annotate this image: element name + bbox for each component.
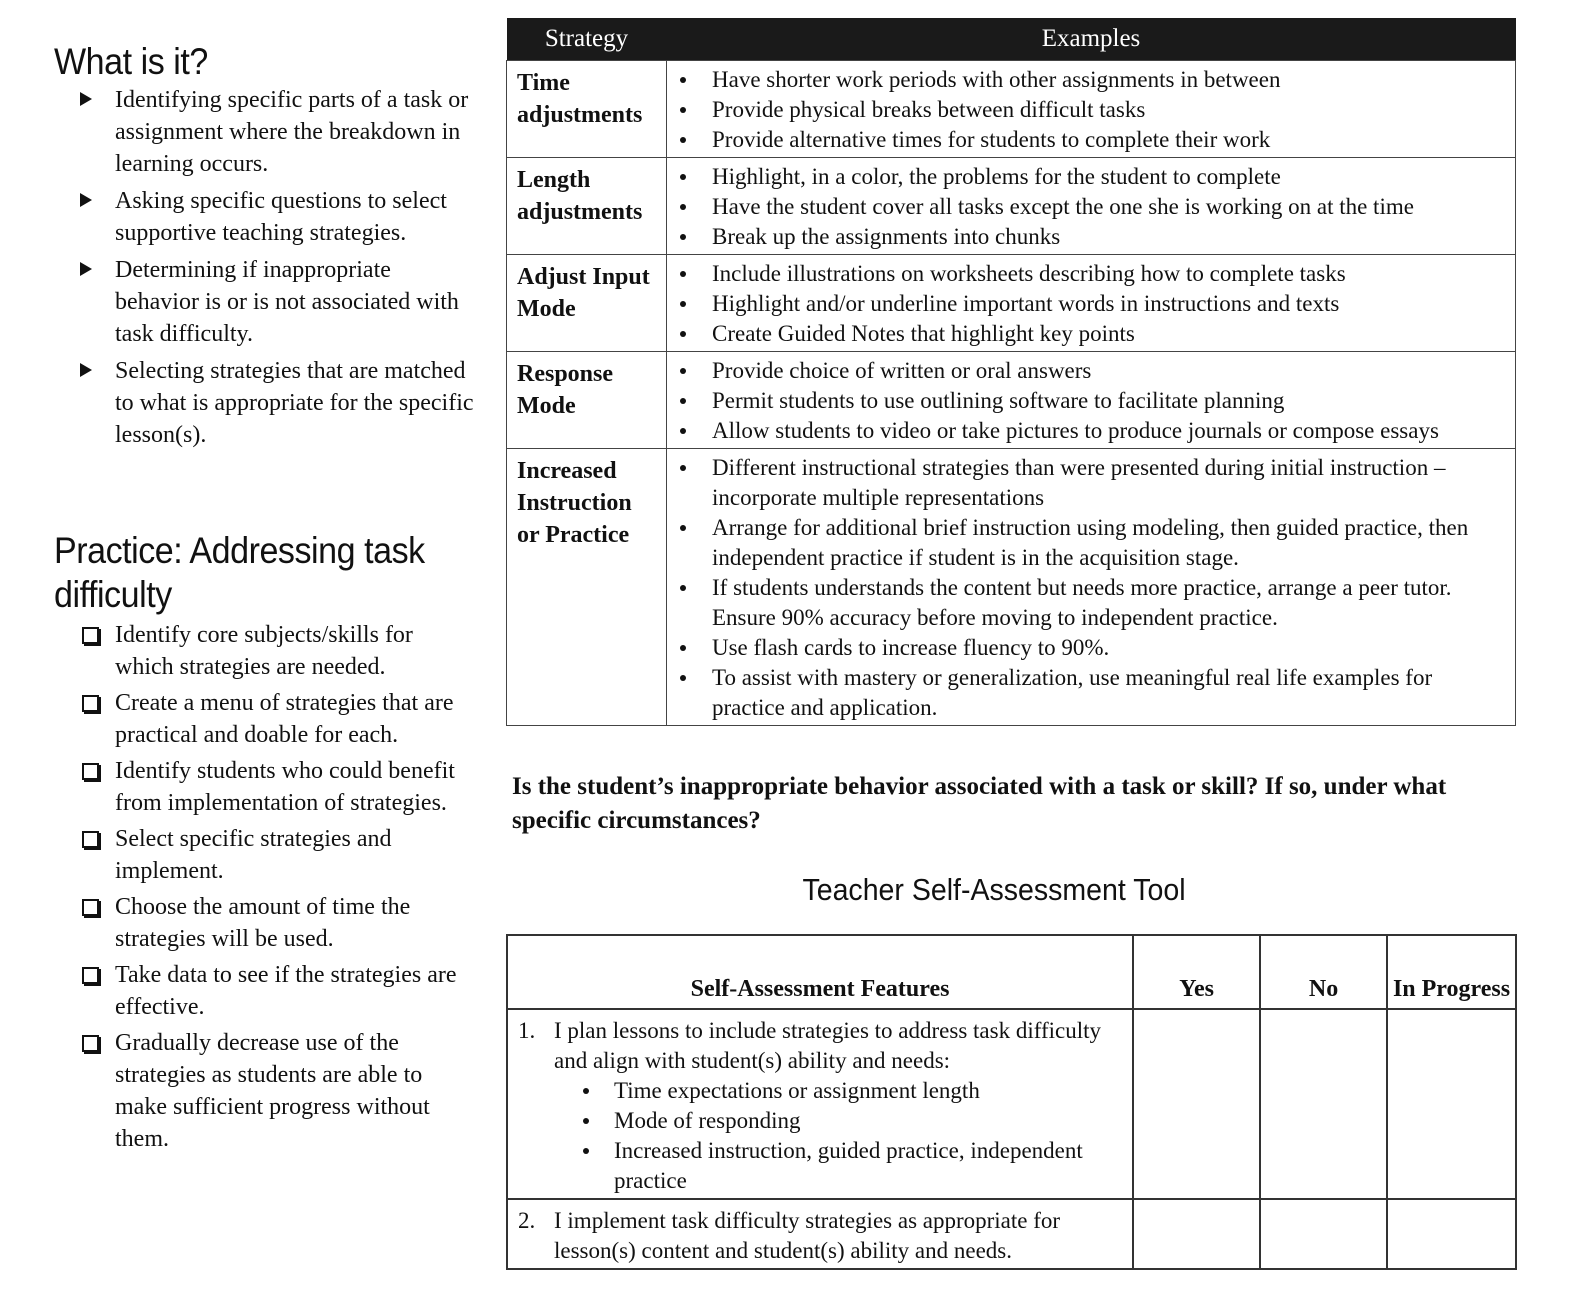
self-assessment-table (506, 934, 1517, 1270)
checkbox-icon[interactable] (82, 899, 99, 916)
table-row (507, 449, 1516, 726)
example-item: Use flash cards to increase fluency to 90%. (712, 633, 1505, 663)
examples-cell (667, 61, 1516, 158)
examples-column-header: Examples (667, 18, 1516, 61)
example-item: Include illustrations on worksheets describing how to complete tasks (712, 259, 1505, 289)
what-is-it-heading: What is it? (54, 41, 208, 82)
no-cell[interactable] (1260, 1199, 1387, 1269)
checkbox-icon[interactable] (82, 831, 99, 848)
yes-cell[interactable] (1133, 1199, 1260, 1269)
checklist-item-text: Identify students who could benefit from implementation of strategies. (115, 758, 455, 816)
feature-item (518, 1206, 1122, 1266)
checklist-item (54, 823, 474, 887)
arrow-bullet-icon (80, 363, 92, 377)
feature-text: I plan lessons to include strategies to address task difficulty and align with student(s) ability and needs: (554, 1018, 1101, 1073)
reflection-question: Is the student’s inappropriate behavior associated with a task or skill? If so, under what specific circumstances? (512, 773, 1447, 834)
assessment-title: Teacher Self-Assessment Tool (802, 872, 1186, 907)
arrow-bullet-icon (80, 193, 92, 207)
example-item: Allow students to video or take pictures to produce journals or compose essays (712, 416, 1505, 446)
strategy-column-header: Strategy (507, 18, 667, 61)
checklist-item (54, 755, 474, 819)
list-item-text: Asking specific questions to select supportive teaching strategies. (115, 188, 447, 246)
list-item-text: Identifying specific parts of a task or assignment where the breakdown in learning occurs. (115, 87, 469, 177)
item-number: 2. (518, 1208, 536, 1233)
feature-bullet: Time expectations or assignment length (614, 1076, 1122, 1106)
arrow-bullet-icon (80, 262, 92, 276)
checkbox-icon[interactable] (82, 695, 99, 712)
feature-text: I implement task difficulty strategies as appropriate for lesson(s) content and student(s) ability and needs. (554, 1208, 1061, 1263)
example-item: Have the student cover all tasks except the one she is working on at the time (712, 192, 1505, 222)
checklist-item-text: Identify core subjects/skills for which strategies are needed. (115, 622, 413, 680)
in-progress-cell[interactable] (1387, 1199, 1516, 1269)
checklist-item-text: Create a menu of strategies that are practical and doable for each. (115, 690, 454, 748)
examples-cell (667, 158, 1516, 255)
example-item: Provide alternative times for students to complete their work (712, 125, 1505, 155)
list-item (54, 185, 474, 249)
example-item: Provide choice of written or oral answers (712, 356, 1505, 386)
strategy-cell: Length adjustments (507, 158, 667, 255)
example-item: Different instructional strategies than were presented during initial instruction – incorporate multiple representations (712, 453, 1505, 513)
checklist-item-text: Take data to see if the strategies are effective. (115, 962, 457, 1020)
examples-cell (667, 352, 1516, 449)
table-row (507, 61, 1516, 158)
practice-heading: Practice: Addressing task difficulty (54, 530, 425, 615)
yes-cell[interactable] (1133, 1009, 1260, 1199)
example-item: Highlight and/or underline important words in instructions and texts (712, 289, 1505, 319)
example-item: Arrange for additional brief instruction using modeling, then guided practice, then independent practice if student is in the acquisition stage. (712, 513, 1505, 573)
feature-cell (507, 1009, 1133, 1199)
no-column-header: No (1260, 935, 1387, 1009)
example-item: Highlight, in a color, the problems for the student to complete (712, 162, 1505, 192)
table-header-row (507, 935, 1516, 1009)
yes-column-header: Yes (1133, 935, 1260, 1009)
strategy-cell: Adjust Input Mode (507, 255, 667, 352)
checklist-item (54, 619, 474, 683)
checklist-item-text: Gradually decrease use of the strategies as students are able to make sufficient progress without them. (115, 1030, 430, 1152)
left-column (54, 40, 474, 1159)
example-item: Create Guided Notes that highlight key points (712, 319, 1505, 349)
checklist-item (54, 1027, 474, 1155)
in-progress-column-header: In Progress (1387, 935, 1516, 1009)
examples-cell (667, 255, 1516, 352)
example-item: Provide physical breaks between difficult tasks (712, 95, 1505, 125)
example-item: To assist with mastery or generalization, use meaningful real life examples for practice and application. (712, 663, 1505, 723)
feature-cell (507, 1199, 1133, 1269)
table-row (507, 255, 1516, 352)
list-item (54, 355, 474, 451)
features-column-header: Self-Assessment Features (507, 935, 1133, 1009)
arrow-bullet-icon (80, 92, 92, 106)
table-header-row (507, 18, 1516, 61)
example-item: Have shorter work periods with other assignments in between (712, 65, 1505, 95)
item-number: 1. (518, 1018, 536, 1043)
list-item (54, 254, 474, 350)
checkbox-icon[interactable] (82, 967, 99, 984)
feature-bullet: Mode of responding (614, 1106, 1122, 1136)
what-is-it-list (54, 84, 474, 451)
table-row (507, 1199, 1516, 1269)
example-item: Break up the assignments into chunks (712, 222, 1505, 252)
strategy-cell: Increased Instruction or Practice (507, 449, 667, 726)
strategy-cell: Time adjustments (507, 61, 667, 158)
strategy-table (506, 18, 1516, 726)
table-row (507, 352, 1516, 449)
example-item: If students understands the content but needs more practice, arrange a peer tutor. Ensure 90% accuracy before moving to independent practice. (712, 573, 1505, 633)
list-item-text: Selecting strategies that are matched to what is appropriate for the specific lesson(s). (115, 358, 474, 448)
examples-cell (667, 449, 1516, 726)
checklist-item (54, 959, 474, 1023)
strategy-cell: Response Mode (507, 352, 667, 449)
in-progress-cell[interactable] (1387, 1009, 1516, 1199)
list-item-text: Determining if inappropriate behavior is or is not associated with task difficulty. (115, 257, 459, 347)
checklist-item (54, 687, 474, 751)
table-row (507, 1009, 1516, 1199)
checkbox-icon[interactable] (82, 1035, 99, 1052)
checklist-item-text: Choose the amount of time the strategies will be used. (115, 894, 411, 952)
practice-checklist (54, 619, 474, 1155)
table-row (507, 158, 1516, 255)
checklist-item (54, 891, 474, 955)
example-item: Permit students to use outlining software to facilitate planning (712, 386, 1505, 416)
feature-bullet: Increased instruction, guided practice, independent practice (614, 1136, 1122, 1196)
feature-item (518, 1016, 1122, 1196)
list-item (54, 84, 474, 180)
checkbox-icon[interactable] (82, 627, 99, 644)
checkbox-icon[interactable] (82, 763, 99, 780)
no-cell[interactable] (1260, 1009, 1387, 1199)
checklist-item-text: Select specific strategies and implement. (115, 826, 392, 884)
